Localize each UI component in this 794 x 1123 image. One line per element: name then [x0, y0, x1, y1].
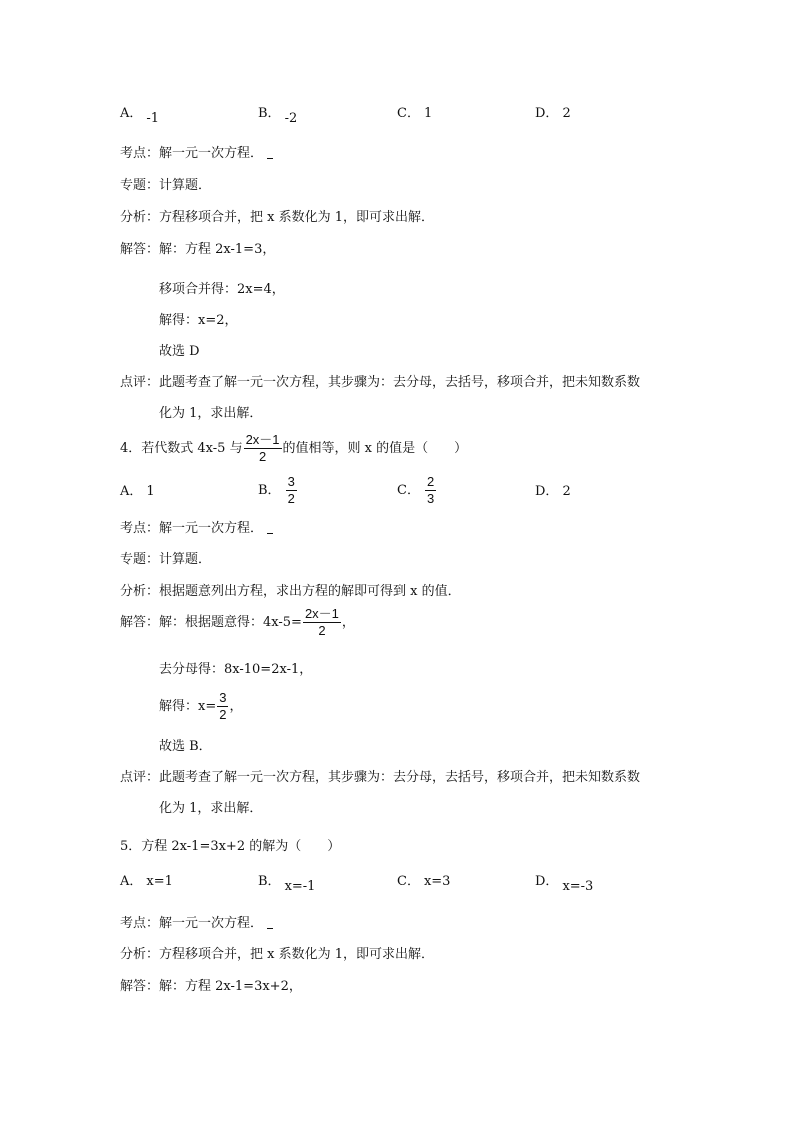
option-value: 1	[423, 106, 433, 121]
punct: ，	[341, 615, 355, 630]
jieda-line: 解：方程 2x-1=3x+2，	[159, 979, 302, 994]
q3-dianping-line2: 化为 1，求出解．	[159, 406, 263, 421]
q3-zhuanti: 专题：计算题．	[120, 178, 212, 193]
q3-option-a	[120, 106, 160, 126]
option-label: C．	[397, 874, 420, 889]
dash-mark	[267, 533, 273, 534]
q3-fenxi: 分析：方程移项合并，把 x 系数化为 1，即可求出解．	[120, 210, 434, 225]
option-value: x=-1	[284, 879, 316, 894]
option-value: x=-3	[562, 879, 594, 894]
option-value: x=3	[423, 874, 451, 889]
option-label: A．	[120, 106, 143, 121]
q5-fenxi: 分析：方程移项合并，把 x 系数化为 1，即可求出解．	[120, 947, 434, 962]
q5-stem: 5．方程 2x-1=3x+2 的解为（ ）	[120, 839, 341, 854]
q4-jieda-line2: 去分母得：8x-10=2x-1，	[159, 662, 313, 677]
q3-option-c	[397, 106, 432, 122]
q3-jieda-line2: 移项合并得：2x=4，	[159, 282, 285, 297]
q4-zhuanti: 专题：计算题．	[120, 552, 212, 567]
jieda-line: 解：方程 2x-1=3，	[159, 242, 276, 257]
stem-text: 4．若代数式 4x-5 与	[120, 441, 243, 456]
fraction-numerator: 3	[219, 690, 227, 705]
q4-jieda	[120, 606, 355, 640]
q3-jieda-line3: 解得：x=2，	[159, 313, 238, 328]
jieda-line: 解得：x=	[159, 699, 217, 714]
option-label: A．	[120, 484, 143, 499]
jieda-label: 解答：	[120, 615, 160, 630]
option-label: C．	[397, 483, 420, 498]
option-label: D．	[535, 106, 559, 121]
q4-jieda-line3	[159, 690, 242, 724]
fraction-denominator: 3	[426, 491, 435, 506]
stem-text: 的值相等，则 x 的值是（ ）	[282, 441, 468, 456]
option-label: D．	[535, 874, 559, 889]
q5-option-b	[258, 874, 316, 894]
q4-dianping-line1: 点评：此题考查了解一元一次方程，其步骤为：去分母，去括号，移项合并，把未知数系数	[120, 770, 641, 785]
fraction-numerator: 3	[287, 474, 295, 489]
fraction-denominator: 2	[219, 707, 227, 722]
q4-dianping-line2: 化为 1，求出解．	[159, 801, 263, 816]
q4-stem	[120, 432, 467, 466]
fraction-numerator: 2	[426, 474, 435, 489]
punct: ，	[229, 699, 243, 714]
option-value: 1	[146, 484, 155, 499]
q4-jieda-line4: 故选 B．	[159, 739, 212, 754]
fraction	[286, 474, 297, 507]
option-label: A．	[120, 874, 143, 889]
jieda-line: 解：根据题意得：4x-5=	[159, 615, 302, 630]
jieda-label: 解答：	[120, 242, 160, 257]
fraction-numerator: 2x－1	[245, 432, 280, 447]
option-label: B．	[258, 483, 281, 498]
option-label: C．	[397, 106, 420, 121]
fraction	[217, 690, 228, 723]
q3-kaodian	[120, 146, 273, 162]
kaodian-text: 考点：解一元一次方程．	[120, 146, 264, 161]
option-label: D．	[535, 484, 559, 499]
fraction-denominator: 2	[287, 491, 295, 506]
fraction	[303, 606, 341, 639]
kaodian-text: 考点：解一元一次方程．	[120, 521, 264, 536]
fraction-denominator: 2	[258, 449, 267, 464]
q4-kaodian	[120, 521, 273, 537]
q5-option-c	[397, 874, 450, 890]
option-value: 2	[562, 106, 571, 121]
dash-mark	[267, 158, 273, 159]
q4-option-d	[535, 484, 571, 500]
option-value: 2	[562, 484, 571, 499]
fraction	[425, 474, 436, 507]
q4-fenxi: 分析：根据题意列出方程，求出方程的解即可得到 x 的值．	[120, 584, 461, 599]
q3-jieda-line4: 故选 D	[159, 344, 200, 359]
option-value: -2	[284, 111, 298, 126]
option-value: x=1	[146, 874, 173, 889]
option-label: B．	[258, 106, 281, 121]
q4-option-b	[258, 474, 298, 508]
jieda-label: 解答：	[120, 979, 160, 994]
q5-kaodian	[120, 916, 273, 932]
q5-option-d	[535, 874, 594, 894]
q3-option-d	[535, 106, 571, 122]
dash-mark	[267, 928, 273, 929]
q5-option-a	[120, 874, 173, 890]
q4-option-c	[397, 474, 437, 508]
q3-dianping-line1: 点评：此题考查了解一元一次方程，其步骤为：去分母，去括号，移项合并，把未知数系数	[120, 375, 641, 390]
q5-jieda	[120, 979, 302, 995]
fraction	[244, 432, 282, 465]
option-value: -1	[146, 111, 160, 126]
fraction-numerator: 2x－1	[304, 606, 339, 621]
q3-option-b	[258, 106, 298, 126]
q4-option-a	[120, 484, 155, 500]
kaodian-text: 考点：解一元一次方程．	[120, 916, 264, 931]
option-label: B．	[258, 874, 281, 889]
fraction-denominator: 2	[318, 623, 326, 638]
q3-jieda	[120, 242, 275, 258]
